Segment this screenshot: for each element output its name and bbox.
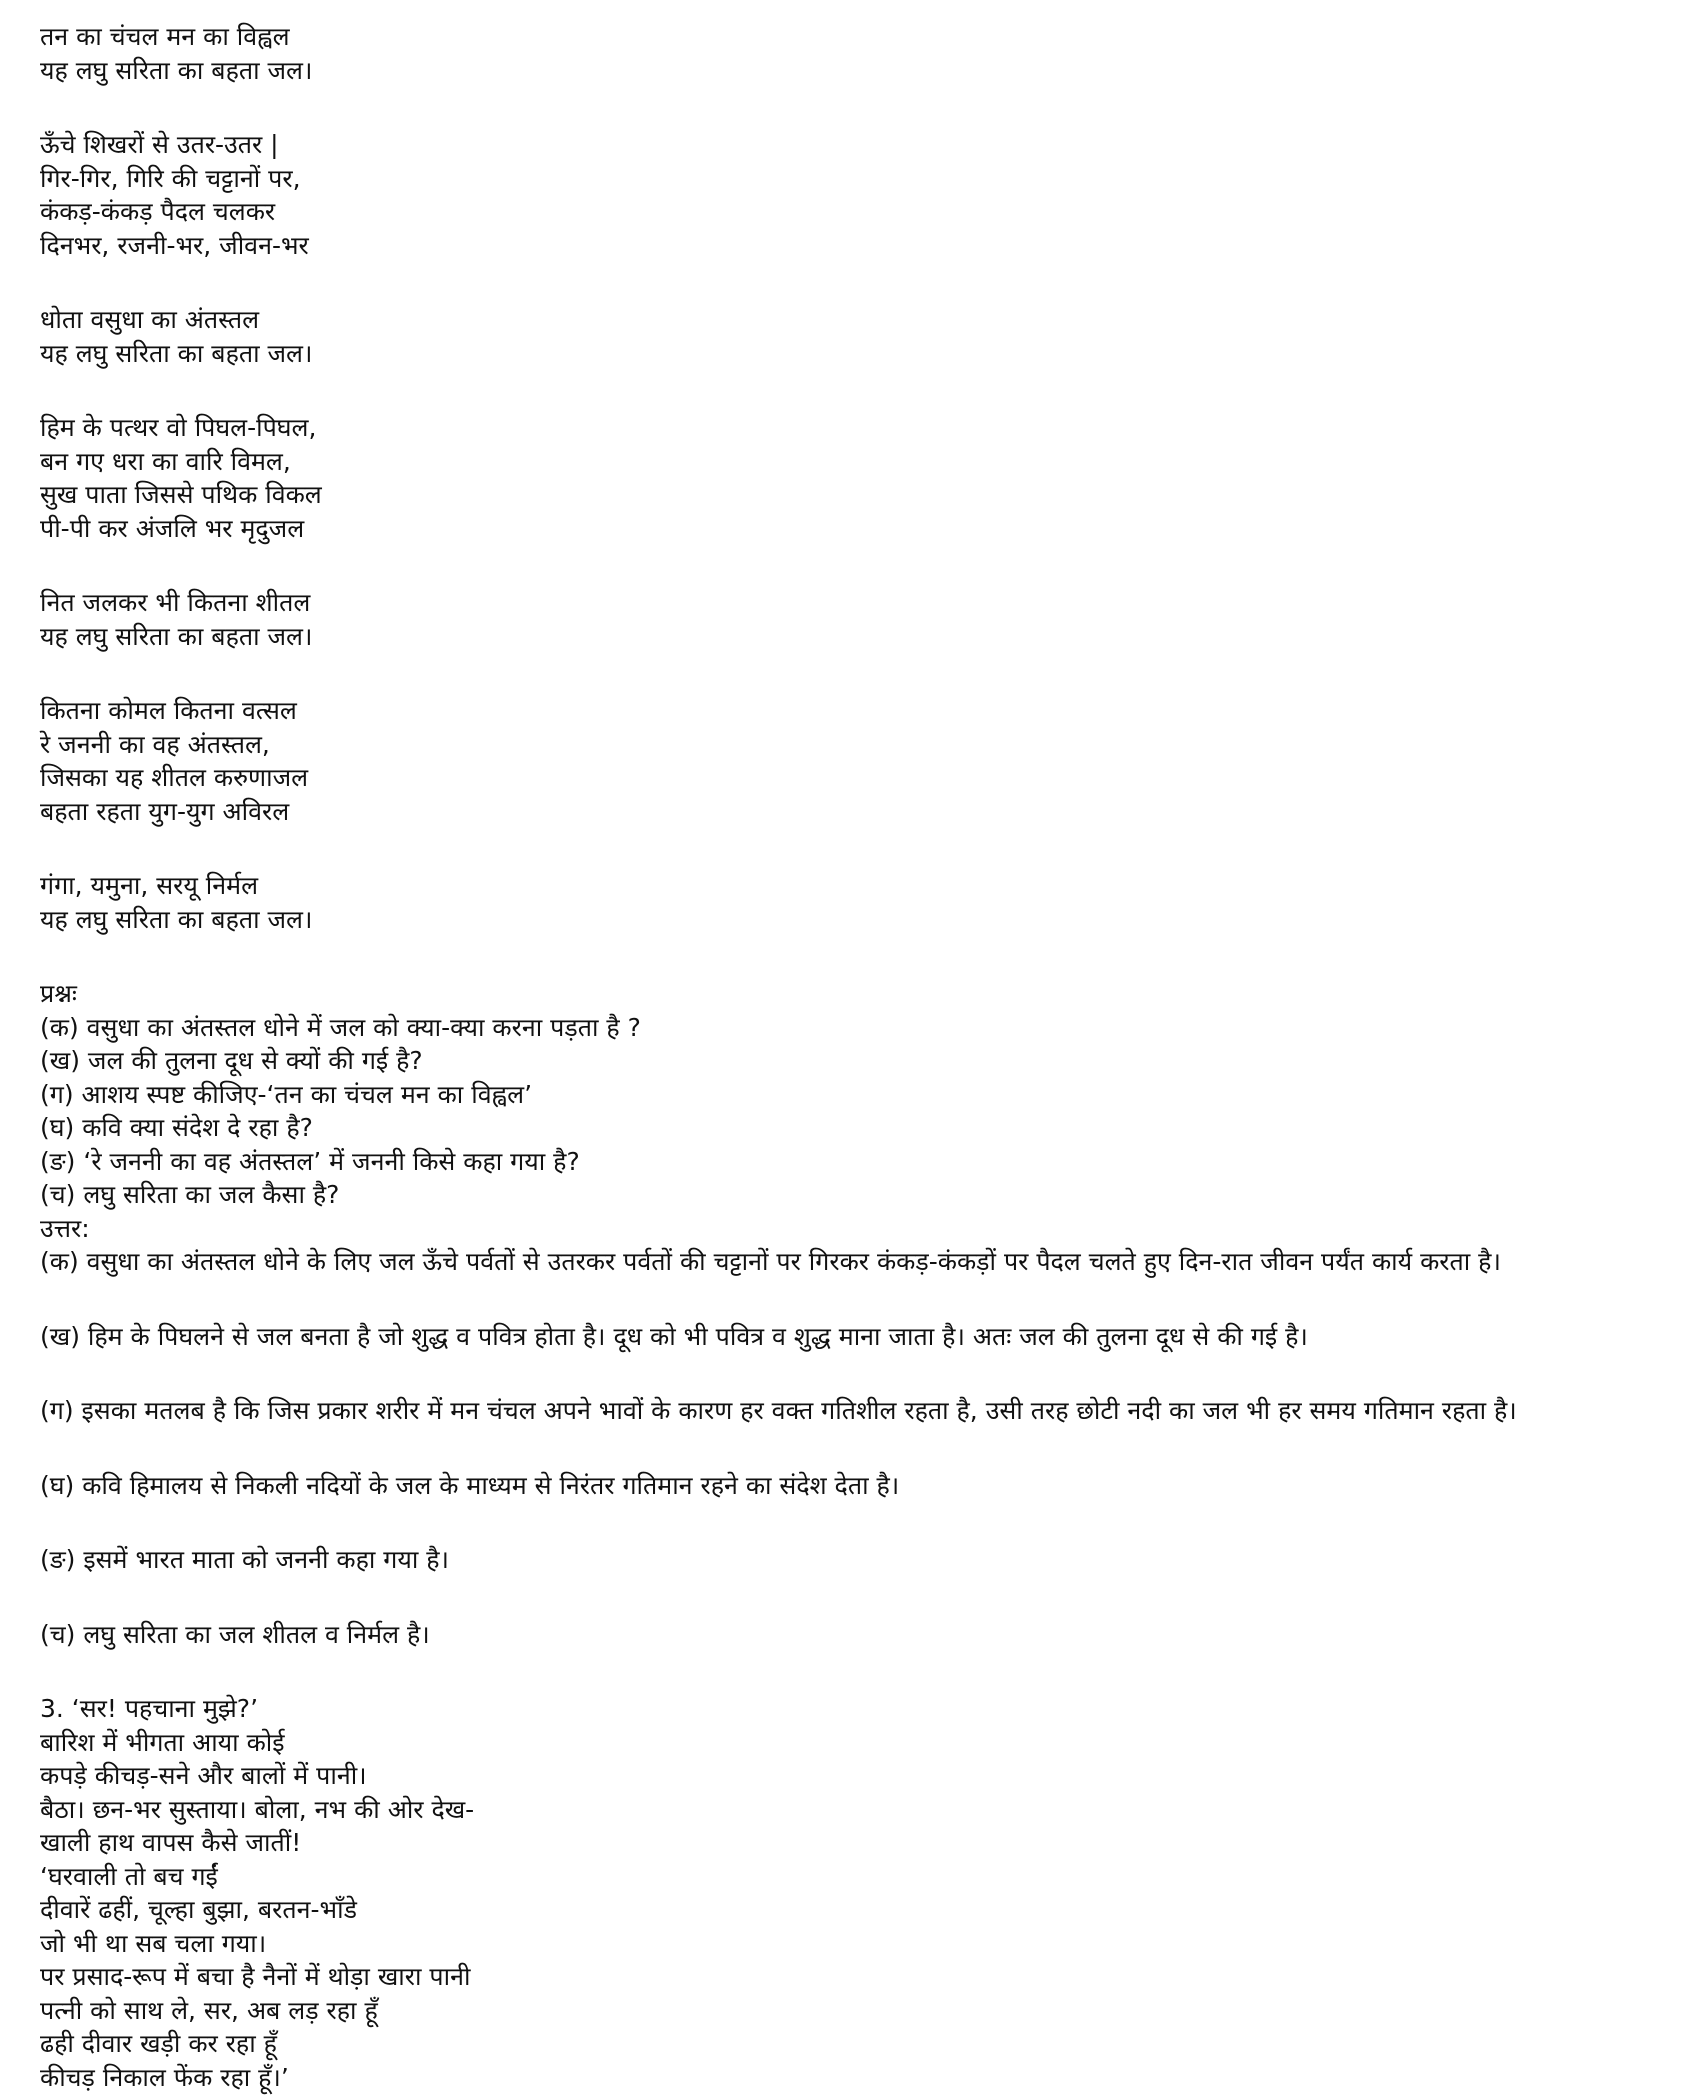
poem-three-heading: 3. ‘सर! पहचाना मुझे?’ [40,1694,259,1723]
poem-line: यह लघु सरिता का बहता जल। [40,904,313,934]
poem-line: ढही दीवार खड़ी कर रहा हूँ [40,2029,277,2058]
poem-line: पर प्रसाद-रूप में बचा है नैनों में थोड़ा खारा पानी [40,1962,471,1991]
poem-line: दीवारें ढहीं, चूल्हा बुझा, बरतन-भाँडे [40,1895,357,1924]
answer-item: (च) लघु सरिता का जल शीतल व निर्मल है। [40,1619,430,1649]
poem-line: कपड़े कीचड़-सने और बालों में पानी। [40,1761,367,1790]
poem-line: खाली हाथ वापस कैसे जातीं! [40,1828,302,1857]
question-item: (घ) कवि क्या संदेश दे रहा है? [40,1113,313,1142]
poem-line: तन का चंचल मन का विह्वल [40,22,290,51]
document-page [40,20,1680,2094]
answers-heading: उत्तर: [40,1213,90,1243]
answer-item: (ख) हिम के पिघलने से जल बनता है जो शुद्ध व पवित्र होता है। दूध को भी पवित्र व शुद्ध माना जाता है। अतः जल की तुलना दूध से की गई है। [40,1321,1308,1351]
poem-stanza [40,303,1680,370]
poem-line: यह लघु सरिता का बहता जल। [40,338,313,368]
poem-stanza [40,128,1680,262]
poem-line: बन गए धरा का वारि विमल, [40,446,291,476]
poem-stanza [40,586,1680,653]
poem-stanza [40,20,1680,87]
poem-line: बहता रहता युग-युग अविरल [40,796,290,826]
poem-line: गंगा, यमुना, सरयू निर्मल [40,871,259,900]
poem-line: दिनभर, रजनी-भर, जीवन-भर [40,230,309,260]
poem-line: रे जननी का वह अंतस्तल, [40,729,270,759]
question-item: (ग) आशय स्पष्ट कीजिए-‘तन का चंचल मन का विह्वल’ [40,1079,533,1109]
questions-heading: प्रश्नः [40,979,77,1008]
poem-three [40,1692,1680,2094]
poem-stanza [40,411,1680,545]
poem-line: पी-पी कर अंजलि भर मृदुजल [40,513,305,543]
poem-line: कितना कोमल कितना वत्सल [40,696,297,725]
question-item: (क) वसुधा का अंतस्तल धोने में जल को क्या-क्या करना पड़ता है ? [40,1012,641,1042]
poem-line: कीचड़ निकाल फेंक रहा हूँ।’ [40,2062,289,2092]
answer-item: (ङ) इसमें भारत माता को जननी कहा गया है। [40,1545,450,1574]
poem-line: ऊँचे शिखरों से उतर-उतर | [40,130,279,159]
poem-line: यह लघु सरिता का बहता जल। [40,55,313,85]
poem-stanza [40,694,1680,828]
poem-stanza [40,869,1680,936]
poem-line: हिम के पत्थर वो पिघल-पिघल, [40,413,317,442]
poem-line: गिर-गिर, गिरि की चट्टानों पर, [40,163,301,193]
question-item: (च) लघु सरिता का जल कैसा है? [40,1180,340,1209]
answers-section [40,1212,1680,1652]
poem-line: जिसका यह शीतल करुणाजल [40,763,309,792]
poem-line: बारिश में भीगता आया कोई [40,1727,285,1757]
poem-line: पत्नी को साथ ले, सर, अब लड़ रहा हूँ [40,1995,378,2025]
poem-line: बैठा। छन-भर सुस्ताया। बोला, नभ की ओर देख- [40,1794,475,1824]
poem-line: सुख पाता जिससे पथिक विकल [40,480,322,509]
answer-item: (क) वसुधा का अंतस्तल धोने के लिए जल ऊँचे पर्वतों से उतरकर पर्वतों की चट्टानों पर गिरकर कंकड़-कंकड़ों पर पैदल चलते हुए दिन-रात जीवन पर्यंत कार्य करता है। [40,1247,1501,1276]
poem-line: यह लघु सरिता का बहता जल। [40,621,313,651]
answer-item: (ग) इसका मतलब है कि जिस प्रकार शरीर में मन चंचल अपने भावों के कारण हर वक्त गतिशील रहता है, उसी तरह छोटी नदी का जल भी हर समय गतिमान रहता है। [40,1396,1517,1425]
question-item: (ङ) ‘रे जननी का वह अंतस्तल’ में जननी किसे कहा गया है? [40,1146,580,1176]
questions-section [40,977,1680,1212]
poem-line: जो भी था सब चला गया। [40,1928,267,1958]
poem-line: ‘घरवाली तो बच गईं [40,1861,218,1891]
poem-line: नित जलकर भी कितना शीतल [40,588,311,617]
poem-line: कंकड़-कंकड़ पैदल चलकर [40,197,276,226]
poem-line: धोता वसुधा का अंतस्तल [40,305,260,334]
answer-item: (घ) कवि हिमालय से निकली नदियों के जल के माध्यम से निरंतर गतिमान रहने का संदेश देता है। [40,1470,900,1500]
question-item: (ख) जल की तुलना दूध से क्यों की गई है? [40,1046,423,1075]
